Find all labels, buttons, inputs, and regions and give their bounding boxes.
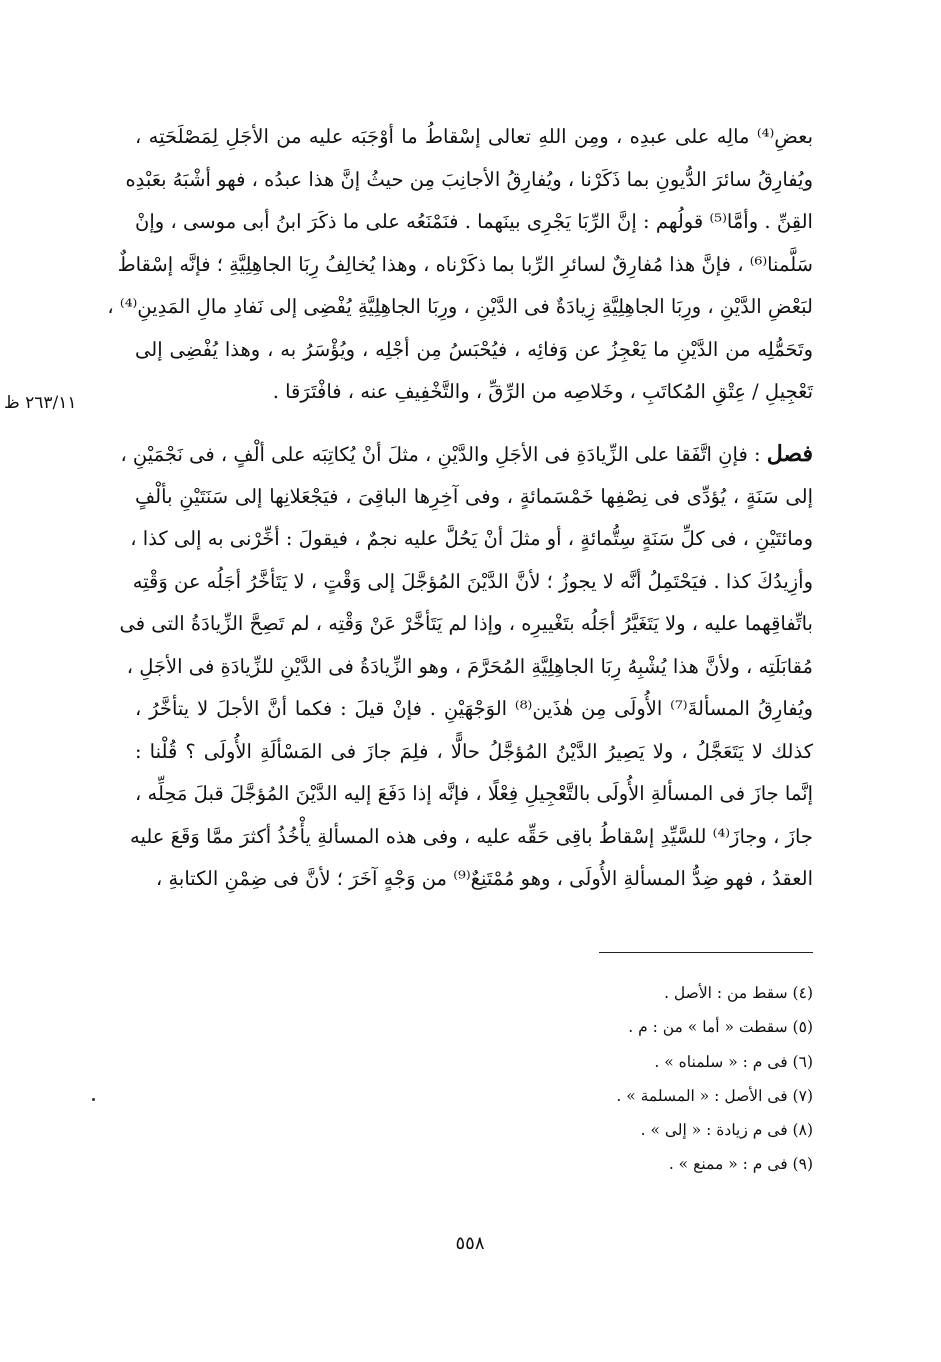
text-line: العقدُ ، فهو ضِدُّ المسألةِ الأُولَى ، وهو مُمْتَنِعٌ⁽⁹⁾ من وَجْهٍ آخَرَ ؛ لأنَّ فى ضِمْنِ الكتابةِ ، bbox=[155, 867, 813, 890]
footnote: (٤) سقط من : الأصل . bbox=[664, 984, 813, 1002]
footnote: (٧) فى الأصل : « المسلمة » . bbox=[616, 1086, 813, 1105]
footnote: (٦) فى م : « سلمناه » . bbox=[654, 1052, 813, 1071]
margin-page-reference: ٢٦٣/١١ ظ bbox=[4, 393, 77, 413]
text-line: إنَّما جازَ فى المسألةِ الأُولَى بالتَّعْجِيلِ فِعْلًا ، فإنَّه إذا دَفَعَ إليه الدَّيْنَ المُؤجَّلَ قبلَ مَحِلِّه ، bbox=[135, 782, 813, 805]
scan-speck bbox=[92, 1098, 95, 1101]
footnotes bbox=[400, 976, 813, 1182]
section-heading: فصل bbox=[766, 441, 813, 467]
text-line: مُقابَلَتِه ، ولأنَّ هذا يُشْبِهُ رِبَا الجاهِلِيَّةِ المُحَرَّمَ ، وهو الزِّيادَةُ فى الدَّيْنِ للزِّيادَةِ فى الأجَلِ ، bbox=[126, 654, 813, 678]
footnote: (٥) سقطت « أما » من : م . bbox=[628, 1018, 813, 1037]
text-line: وأزِيدُكَ كذا . فيَحْتَمِلُ أنَّه لا يجوزُ ؛ لأنَّ الدَّيْنَ المُؤجَّلَ إلى وَقْتٍ ، لا يَتَأخَّرُ أجَلُه عن وَقْتِه bbox=[132, 569, 813, 593]
footnote: (٨) فى م زيادة : « إلى » . bbox=[640, 1121, 813, 1140]
text-line: باتِّفاقِهما عليه ، ولا يَتَغَيَّرُ أجَلُه بتَغْييرِه ، وإذا لم يَتَأخَّرْ عَنْ وَقْتِه ، لم تَصِحَّ الزِّيادَةُ التى فى bbox=[119, 612, 813, 635]
text-line: تَعْجِيلِ / عِتْقِ المُكاتَبِ ، وخَلاصِه من الرِّقِّ ، والتَّخْفِيفِ عنه ، فافْتَرَقا . bbox=[272, 380, 813, 403]
paragraph-2 bbox=[119, 433, 813, 901]
text-line: سَلَّمنا⁽⁶⁾ ، فإنَّ هذا مُفارِقٌ لسائرِ الرِّبا بما ذكَرْناه ، وهذا يُخالِفُ رِبَا الجاهِلِيَّةِ ؛ فإنَّه إسْقاطٌ bbox=[117, 252, 813, 276]
text-line: وتَحَمُّلِه من الدَّيْنِ ما يَعْجِزُ عن وَفائِه ، فيُحْبَسُ مِن أجْلِه ، ويُؤْسَرُ به ، وهذا يُفْضِى إلى bbox=[135, 337, 813, 361]
text-line bbox=[120, 433, 813, 476]
text-line: كذلك لا يَتَعَجَّلُ ، ولا يَصِيرُ الدَّيْنُ المُؤجَّلُ حالًّا ، فلِمَ جازَ فى المَسْألَةِ الأُولَى ؟ قُلْنا : bbox=[135, 739, 813, 763]
page-number: ٥٥٨ bbox=[455, 1233, 485, 1254]
text-line-content: : فإنِ اتَّفَقا على الزِّيادَةِ فى الأجَلِ والدَّيْنِ ، مثلَ أنْ يُكاتِبَه على ألْفٍ ، فى نَجْمَيْنِ ، bbox=[120, 443, 761, 466]
text-line: القِنِّ . وأمَّا⁽⁵⁾ قولُهم : إنَّ الرِّبَا يَجْرِى بينَهما . فنَمْنَعُه على ما ذكَرَ ابنُ أبى موسى ، وإنْ bbox=[135, 210, 813, 233]
text-line: ويُفارِقُ سائرَ الدُّيونِ بما ذَكَرْنا ، ويُفارِقُ الأجانِبَ مِن حيثُ إنَّ هذا عبدُه ، فهو أشْبَهُ بعَبْدِه bbox=[125, 167, 813, 191]
text-line: إلى سَنَةٍ ، يُؤدِّى فى نِصْفِها خَمْسَمائةٍ ، وفى آخِرِها الباقِىَ ، فيَجْعَلانِها إلى سَنَتَيْنِ بألْفٍ bbox=[135, 484, 813, 508]
footnote: (٩) فى م : « ممنع » . bbox=[668, 1155, 813, 1174]
text-line: لبَعْضِ الدَّيْنِ ، ورِبَا الجاهِلِيَّةِ زِيادَةٌ فى الدَّيْنِ ، ورِبَا الجاهِلِيَّةِ يُفْضِى إلى نَفادِ مالِ المَدِينِ⁽⁴⁾ ، bbox=[107, 295, 813, 318]
text-line: ومائتَيْنِ ، فى كلِّ سَنَةٍ سِتُّمائةٍ ، أو مثلَ أنْ يَحُلَّ عليه نجمٌ ، فيقولَ : أخِّرْنى به إلى كذا ، bbox=[130, 527, 813, 550]
paragraph-1 bbox=[107, 116, 813, 414]
text-line: جازَ ، وجازَ⁽⁴⁾ للسَّيِّدِ إسْقاطُ باقِى حَقِّه عليه ، وفى هذه المسألةِ يأْخُذُ أكثرَ ممَّا وَقَعَ عليه bbox=[130, 824, 813, 848]
footnote-divider bbox=[599, 952, 813, 953]
text-line: بعضِ⁽⁴⁾ مالِه على عبدِه ، ومِن اللهِ تعالى إسْقاطُ ما أوْجَبَه عليه من الأجَلِ لِمَصْلَحَتِه ، bbox=[135, 125, 813, 148]
text-line: ويُفارِقُ المسألةَ⁽⁷⁾ الأُولَى مِن هٰذَين⁽⁸⁾ الوَجْهَيْنِ . فإنْ قيلَ : فكما أنَّ الأجلَ لا يتأخَّرُ ، bbox=[135, 697, 813, 720]
